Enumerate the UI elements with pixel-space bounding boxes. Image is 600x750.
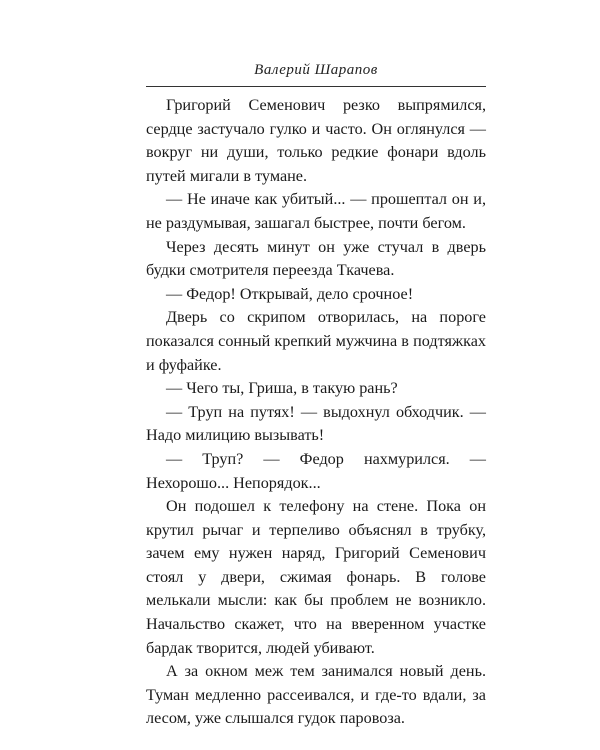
paragraph: Григорий Семенович резко выпрямился, сердце застучало гулко и часто. Он оглянулся — вокруг ни души, только редкие фонари вдоль путей мигали в тумане. <box>146 96 486 185</box>
paragraph: Через десять минут он уже стучал в дверь будки смотрителя переезда Ткачева. <box>146 237 486 280</box>
paragraph: — Не иначе как убитый... — прошептал он и, не раздумывая, зашагал быстрее, почти бегом. <box>146 190 486 232</box>
header-rule <box>146 86 486 87</box>
paragraph: Он подошел к телефону на стене. Пока он крутил рычаг и терпеливо объяснял в трубку, зачем ему нужен наряд, Григорий Семенович стоял у двери, сжимая фонарь. В голове мелькали мысли: как бы проблем не возникло. Начальство скажет, что на вверенном участке бардак творится, людей убивают. <box>146 497 486 657</box>
paragraph: — Чего ты, Гриша, в такую рань? <box>166 379 398 398</box>
paragraph: Дверь со скрипом отворилась, на пороге показался сонный крепкий мужчина в подтяжках и фуфайке. <box>146 308 486 374</box>
paragraph: А за окном меж тем занимался новый день. Туман медленно рассеивался, и где-то вдали, за лесом, уже слышался гудок паровоза. <box>146 662 486 728</box>
paragraph: — Федор! Открывай, дело срочное! <box>166 284 414 303</box>
body-text <box>146 94 486 731</box>
running-head: Валерий Шарапов <box>254 62 378 78</box>
paragraph: — Труп на путях! — выдохнул обходчик. — Надо милицию вызывать! <box>146 402 486 445</box>
paragraph: — Труп? — Федор нахмурился. — Нехорошо... Непорядок... <box>146 449 486 492</box>
